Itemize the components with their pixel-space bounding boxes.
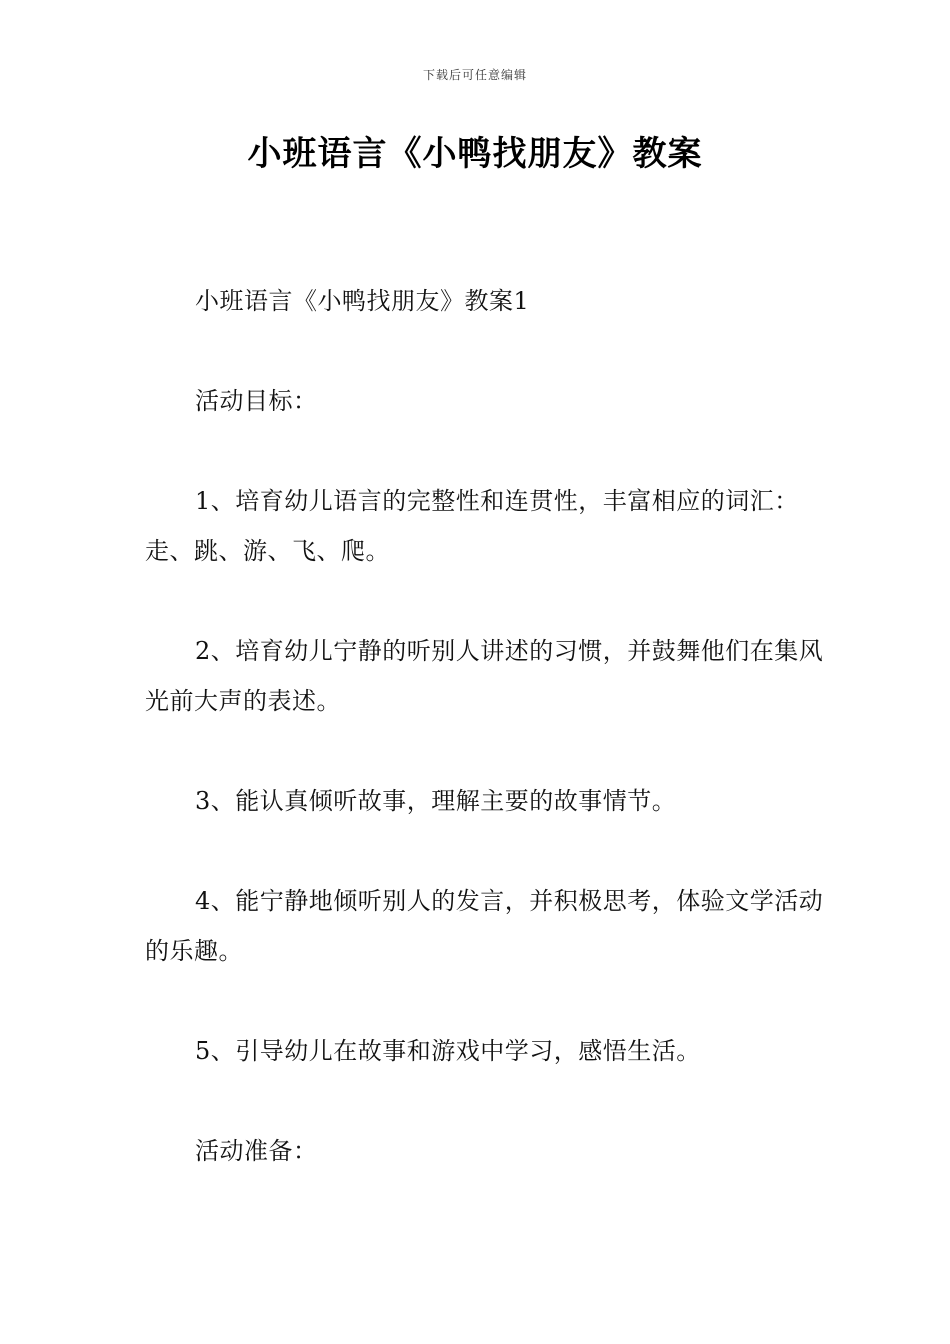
- header-note: 下载后可任意编辑: [422, 68, 527, 82]
- section-heading-activity-goals: 活动目标：: [195, 387, 318, 415]
- goal-item-3: 3、能认真倾听故事，理解主要的故事情节。: [195, 787, 677, 815]
- section-heading-activity-preparation: 活动准备：: [195, 1137, 318, 1165]
- section-heading-lesson-1: 小班语言《小鸭找朋友》教案1: [195, 287, 530, 315]
- goal-item-1: 1、培育幼儿语言的完整性和连贯性，丰富相应的词汇：走、跳、游、飞、爬。: [145, 487, 799, 565]
- goal-item-4: 4、能宁静地倾听别人的发言，并积极思考，体验文学活动的乐趣。: [145, 887, 824, 965]
- goal-item-2: 2、培育幼儿宁静的听别人讲述的习惯，并鼓舞他们在集风光前大声的表述。: [145, 637, 824, 715]
- goal-item-5: 5、引导幼儿在故事和游戏中学习，感悟生活。: [195, 1037, 701, 1065]
- document-title: 小班语言《小鸭找朋友》教案: [247, 134, 703, 174]
